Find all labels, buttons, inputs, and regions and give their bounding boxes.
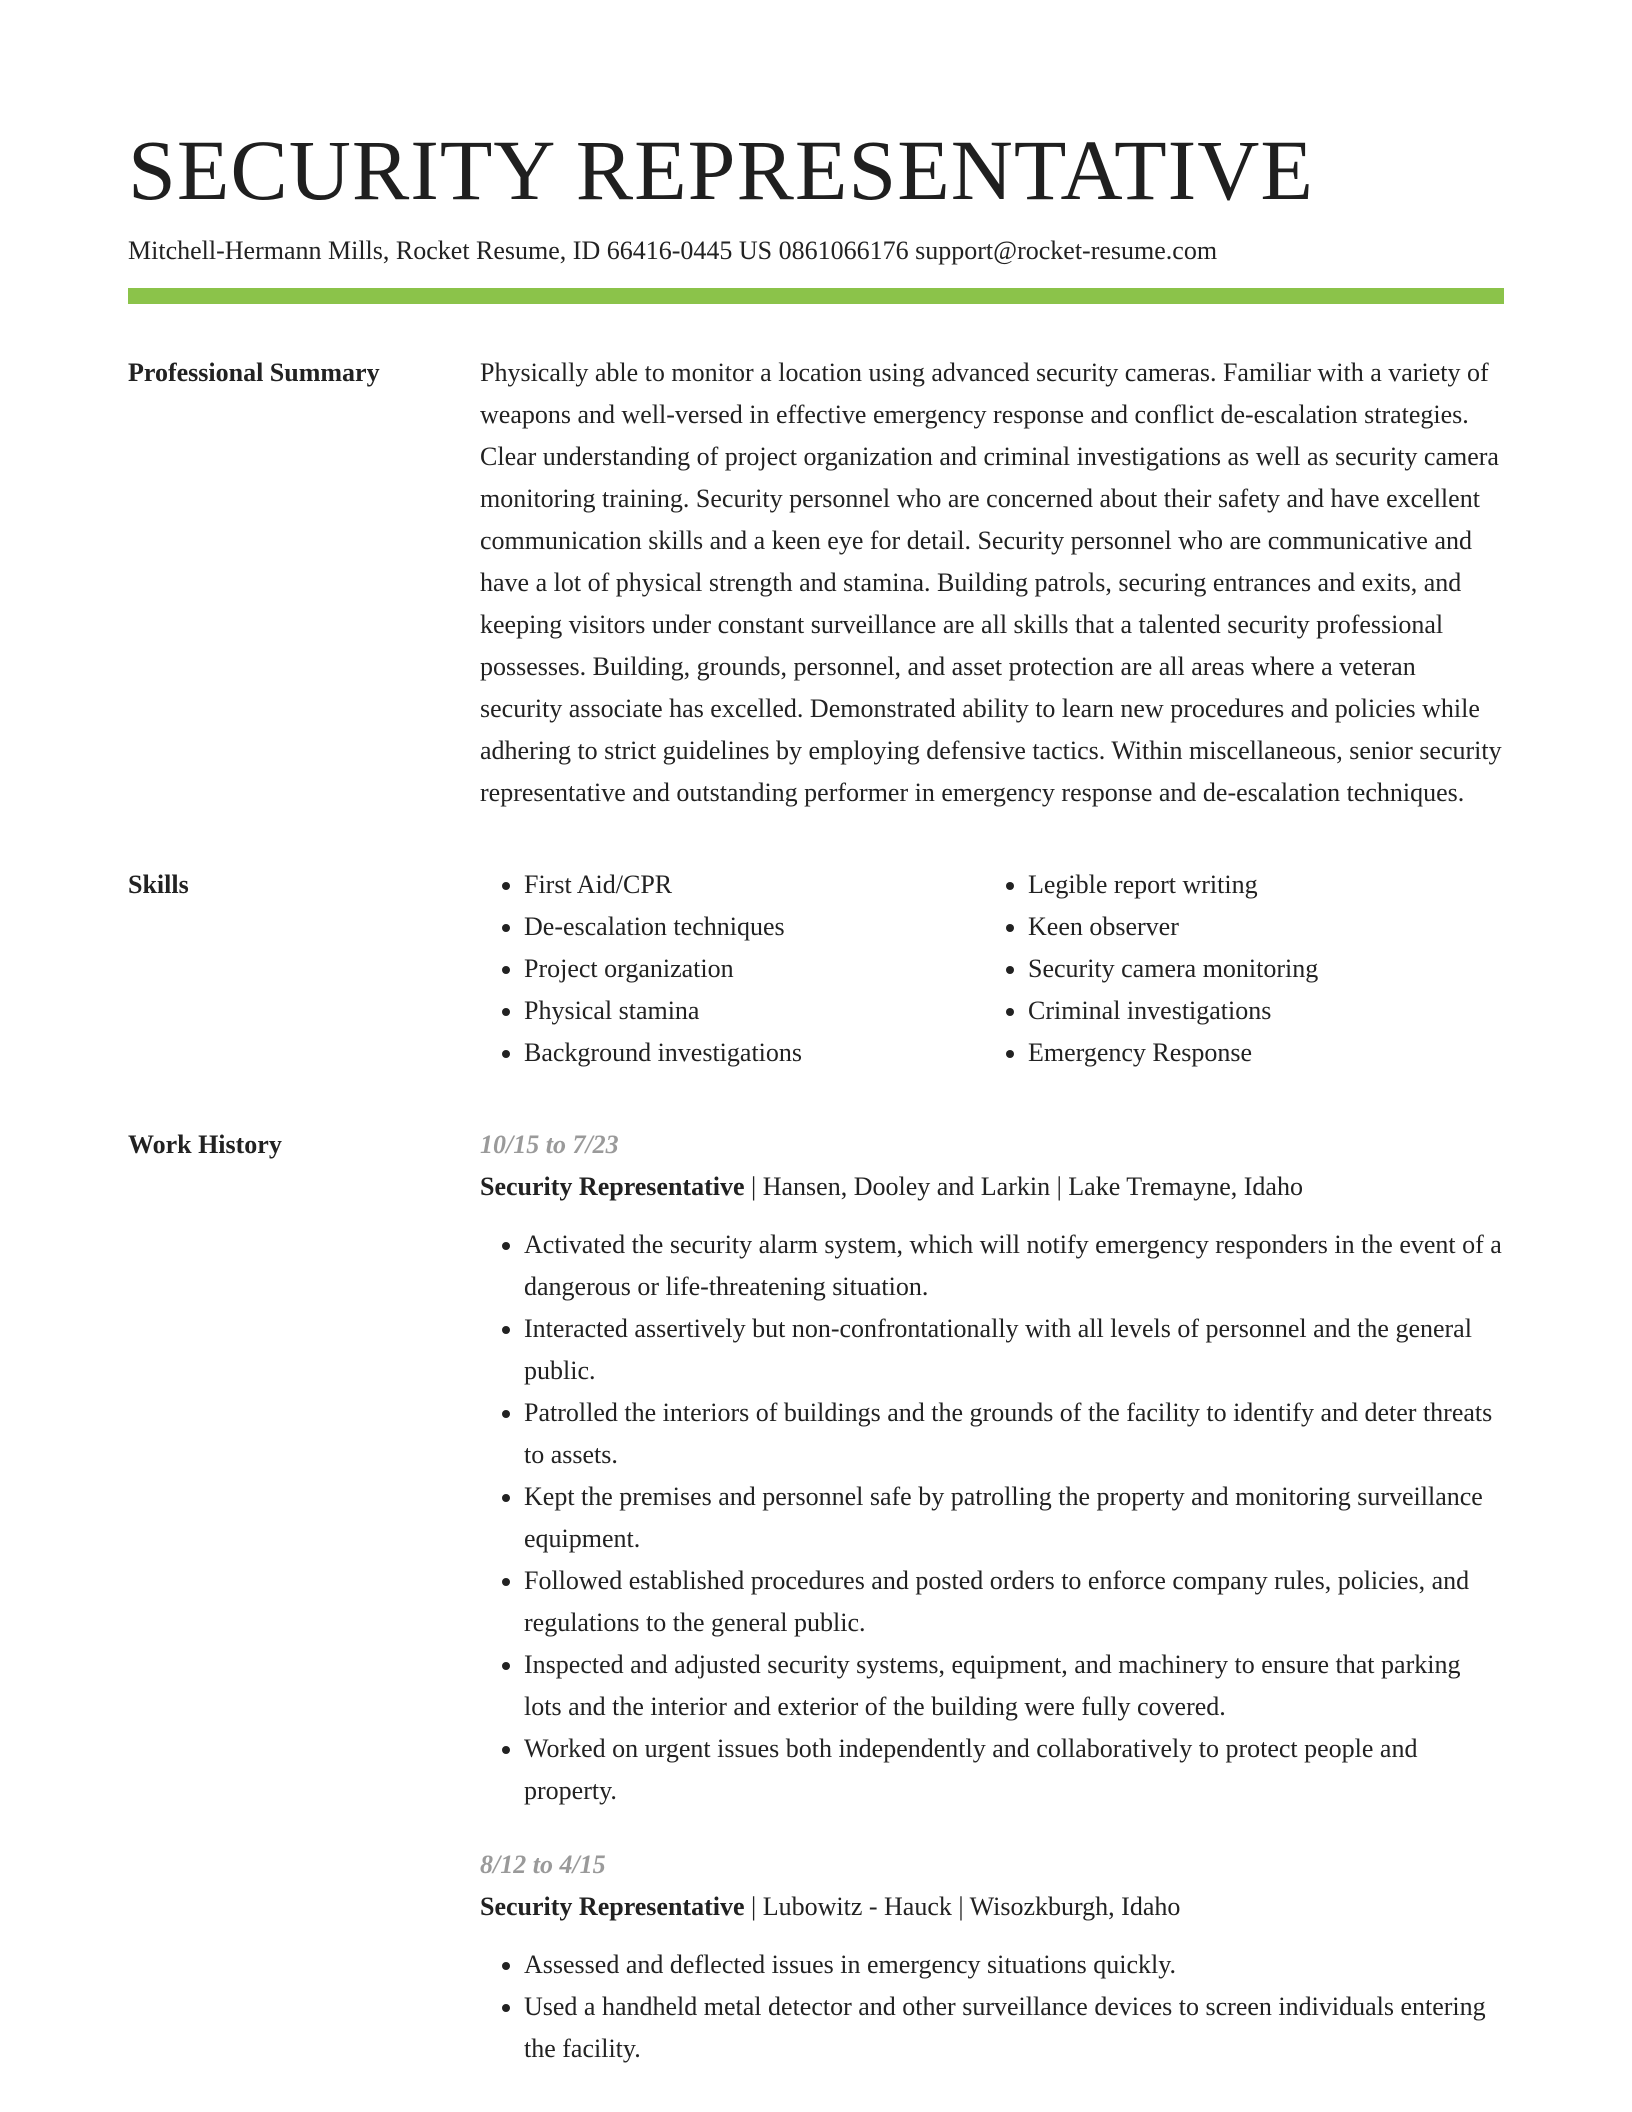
job-duty: • Kept the premises and personnel safe by patrolling the property and monitoring surveillance equipment.	[524, 1476, 1504, 1560]
skill-item: • Emergency Response	[1028, 1032, 1318, 1074]
job-duty: • Inspected and adjusted security systems, equipment, and machinery to ensure that parking lots and the interior and exterior of the building were fully covered.	[524, 1644, 1504, 1728]
resume-title: SECURITY REPRESENTATIVE	[128, 122, 1314, 218]
contact-line: Mitchell-Hermann Mills, Rocket Resume, ID 66416-0445 US 0861066176 support@rocket-resume.com	[128, 236, 1218, 265]
skills-list	[480, 864, 1504, 1074]
job-role: Security Representative	[480, 1172, 745, 1201]
section-label-skills: Skills	[128, 870, 189, 899]
skills-column-1	[480, 864, 984, 1074]
skill-item: • De-escalation techniques	[524, 906, 984, 948]
skills-column-2	[984, 864, 1318, 1074]
skill-item: • Background investigations	[524, 1032, 984, 1074]
job-dates: 10/15 to 7/23	[480, 1130, 619, 1159]
skill-item: • Project organization	[524, 948, 984, 990]
skill-item: • Physical stamina	[524, 990, 984, 1032]
skill-item: • Criminal investigations	[1028, 990, 1318, 1032]
job-duty: • Used a handheld metal detector and other surveillance devices to screen individuals entering the facility.	[524, 1986, 1504, 2070]
job-duties	[480, 1224, 1504, 1812]
section-label-work-history: Work History	[128, 1130, 282, 1159]
summary-section	[128, 352, 1504, 814]
job-duty: • Interacted assertively but non-confrontationally with all levels of personnel and the general public.	[524, 1308, 1504, 1392]
skill-item: • First Aid/CPR	[524, 864, 984, 906]
job-employer: | Hansen, Dooley and Larkin | Lake Tremayne, Idaho	[744, 1172, 1303, 1201]
job-dates: 8/12 to 4/15	[480, 1850, 606, 1879]
job-title-line	[480, 1886, 1504, 1928]
job-duties	[480, 1944, 1504, 2070]
job-entry	[480, 1844, 1504, 2070]
section-label-summary: Professional Summary	[128, 358, 380, 387]
summary-text: Physically able to monitor a location using advanced security cameras. Familiar with a variety of weapons and well-versed in effective emergency response and conflict de-escalation strategies. Clear understanding of project organization and criminal investigations as well as security camera monitoring training. Security personnel who are concerned about their safety and have excellent communication skills and a keen eye for detail. Security personnel who are communicative and have a lot of physical strength and stamina. Building patrols, securing entrances and exits, and keeping visitors under constant surveillance are all skills that a talented security professional possesses. Building, grounds, personnel, and asset protection are all areas where a veteran security associate has excelled. Demonstrated ability to learn new procedures and policies while adhering to strict guidelines by employing defensive tactics. Within miscellaneous, senior security representative and outstanding performer in emergency response and de-escalation techniques.	[480, 358, 1502, 807]
job-duty: • Activated the security alarm system, which will notify emergency responders in the event of a dangerous or life-threatening situation.	[524, 1224, 1504, 1308]
job-duty: • Followed established procedures and posted orders to enforce company rules, policies, and regulations to the general public.	[524, 1560, 1504, 1644]
job-role: Security Representative	[480, 1892, 745, 1921]
job-duty: • Assessed and deflected issues in emergency situations quickly.	[524, 1944, 1504, 1986]
skill-item: • Security camera monitoring	[1028, 948, 1318, 990]
job-employer: | Lubowitz - Hauck | Wisozkburgh, Idaho	[744, 1892, 1181, 1921]
skill-item: • Legible report writing	[1028, 864, 1318, 906]
skills-section	[128, 864, 1504, 1074]
job-entry	[480, 1124, 1504, 1812]
accent-divider	[128, 288, 1504, 304]
job-title-line	[480, 1166, 1504, 1208]
job-duty: • Worked on urgent issues both independently and collaboratively to protect people and property.	[524, 1728, 1504, 1812]
resume-page	[128, 118, 1504, 2070]
work-history-list	[480, 1124, 1504, 2070]
job-duty: • Patrolled the interiors of buildings and the grounds of the facility to identify and deter threats to assets.	[524, 1392, 1504, 1476]
work-history-section	[128, 1124, 1504, 2070]
skill-item: • Keen observer	[1028, 906, 1318, 948]
